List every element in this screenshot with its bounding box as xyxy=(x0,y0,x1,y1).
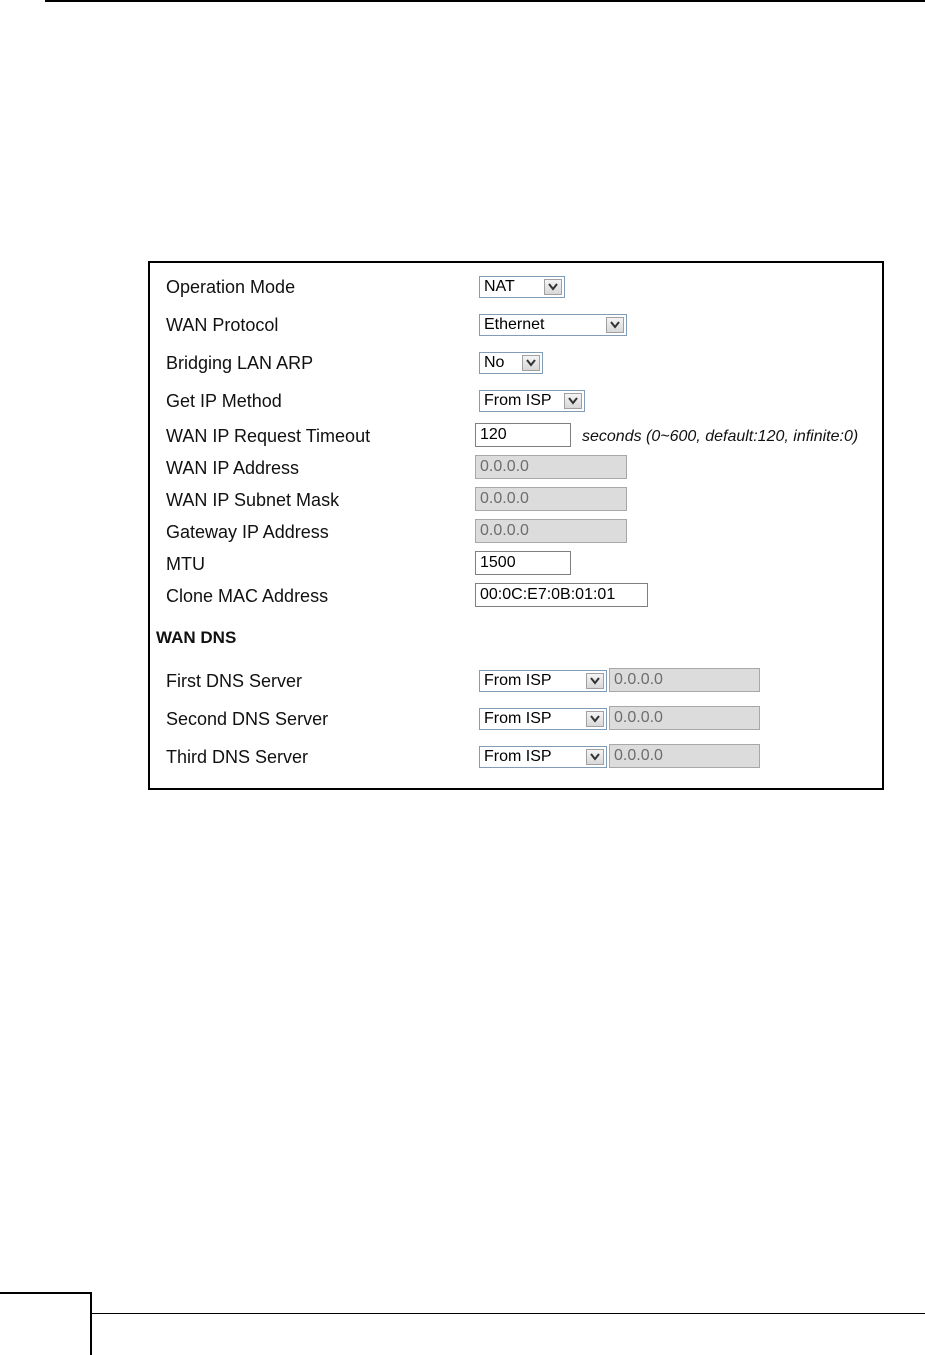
get-ip-method-label: Get IP Method xyxy=(166,391,282,411)
operation-mode-label: Operation Mode xyxy=(166,277,296,297)
operation-mode-select[interactable] xyxy=(479,276,565,298)
wan-protocol-label: WAN Protocol xyxy=(166,315,279,335)
wan-ip-request-timeout-input[interactable]: 120 xyxy=(475,423,571,447)
first-dns-mode-value: From ISP xyxy=(484,672,552,689)
top-rule xyxy=(45,0,925,2)
chevron-down-icon[interactable] xyxy=(586,673,604,689)
gateway-ip-address-input: 0.0.0.0 xyxy=(475,519,627,543)
get-ip-method-value: From ISP xyxy=(484,392,552,409)
wan-ip-subnet-mask-label: WAN IP Subnet Mask xyxy=(166,490,340,510)
mtu-input[interactable]: 1500 xyxy=(475,551,571,575)
first-dns-mode-select[interactable] xyxy=(479,670,607,692)
third-dns-address-input: 0.0.0.0 xyxy=(609,744,760,768)
wan-protocol-value: Ethernet xyxy=(484,316,545,333)
wan-ip-address-label: WAN IP Address xyxy=(166,458,300,478)
wan-settings-panel xyxy=(148,261,884,790)
first-dns-server-label: First DNS Server xyxy=(166,671,303,691)
operation-mode-value: NAT xyxy=(484,278,515,295)
wan-ip-address-input: 0.0.0.0 xyxy=(475,455,627,479)
bridging-lan-arp-label: Bridging LAN ARP xyxy=(166,353,314,373)
chevron-down-icon[interactable] xyxy=(564,393,582,409)
wan-dns-heading: WAN DNS xyxy=(156,628,237,647)
get-ip-method-select[interactable] xyxy=(479,390,585,412)
clone-mac-address-input[interactable]: 00:0C:E7:0B:01:01 xyxy=(475,583,648,607)
wan-protocol-select[interactable] xyxy=(479,314,627,336)
page-number-box xyxy=(0,1292,92,1355)
first-dns-address-input: 0.0.0.0 xyxy=(609,668,760,692)
chevron-down-icon[interactable] xyxy=(606,317,624,333)
timeout-hint: seconds (0~600, default:120, infinite:0) xyxy=(582,428,859,445)
wan-ip-subnet-mask-input: 0.0.0.0 xyxy=(475,487,627,511)
gateway-ip-address-label: Gateway IP Address xyxy=(166,522,329,542)
second-dns-mode-value: From ISP xyxy=(484,710,552,727)
chevron-down-icon[interactable] xyxy=(544,279,562,295)
footer-rule xyxy=(92,1313,925,1314)
second-dns-server-label: Second DNS Server xyxy=(166,709,329,729)
bridging-lan-arp-select[interactable] xyxy=(479,352,543,374)
chevron-down-icon[interactable] xyxy=(586,711,604,727)
clone-mac-address-label: Clone MAC Address xyxy=(166,586,329,606)
third-dns-server-label: Third DNS Server xyxy=(166,747,309,767)
second-dns-address-input: 0.0.0.0 xyxy=(609,706,760,730)
wan-ip-request-timeout-label: WAN IP Request Timeout xyxy=(166,426,371,446)
chevron-down-icon[interactable] xyxy=(522,355,540,371)
third-dns-mode-value: From ISP xyxy=(484,748,552,765)
third-dns-mode-select[interactable] xyxy=(479,746,607,768)
second-dns-mode-select[interactable] xyxy=(479,708,607,730)
chevron-down-icon[interactable] xyxy=(586,749,604,765)
bridging-lan-arp-value: No xyxy=(484,354,505,371)
mtu-label: MTU xyxy=(166,554,205,574)
